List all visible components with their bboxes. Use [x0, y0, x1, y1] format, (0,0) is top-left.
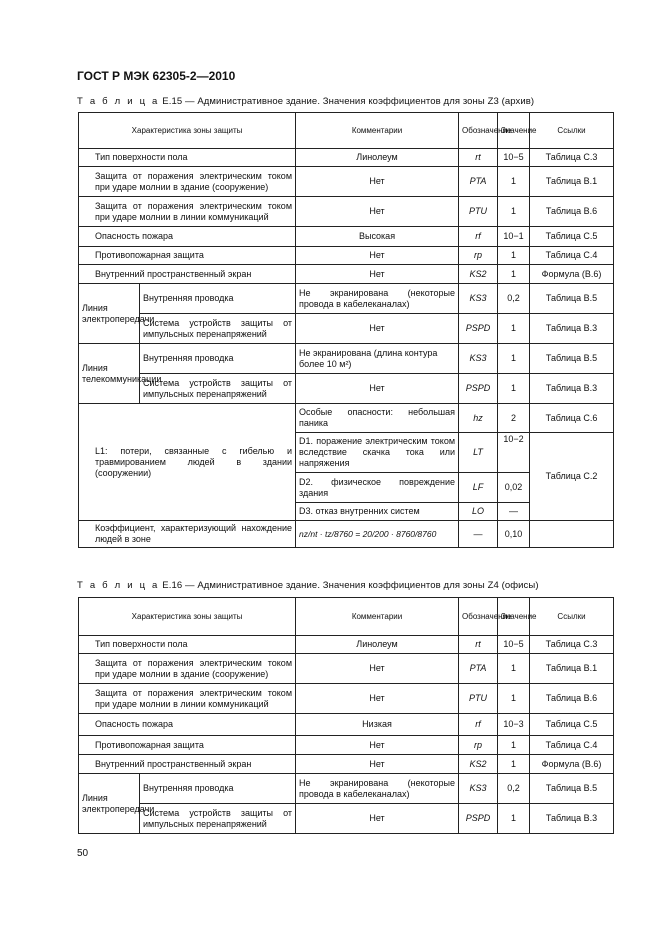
table-caption: Т а б л и ц а Е.15 — Административное здание. Значения коэффициентов для зоны Z3 (архив) — [77, 96, 535, 107]
col-header-refs: Ссылки — [530, 598, 614, 636]
table-row: Противопожарная защита Нет rp 1 Таблица С.4 — [79, 247, 614, 265]
group-telecom-line: Линия телекоммуникации — [79, 344, 140, 404]
table-caption: Т а б л и ц а Е.16 — Административное здание. Значения коэффициентов для зоны Z4 (офисы) — [77, 580, 539, 591]
group-power-line: Линия электропередачи — [79, 284, 140, 344]
document-header: ГОСТ Р МЭК 62305-2—2010 — [77, 69, 236, 83]
col-header-symbol: Обозначение — [459, 598, 498, 636]
col-header-characteristic: Характеристика зоны защиты — [79, 113, 296, 149]
page-number: 50 — [77, 848, 89, 859]
col-header-comments: Комментарии — [296, 113, 459, 149]
table-row: Защита от поражения электрическим током при ударе молнии в здание (сооружение) Нет PTA 1 Таблица В.1 — [79, 167, 614, 197]
table-row: Противопожарная защита Нет rp 1 Таблица С.4 — [79, 736, 614, 755]
table-row: Система устройств защиты от импульсных перенапряжений Нет PSPD 1 Таблица В.3 — [79, 374, 614, 404]
col-header-refs: Ссылки — [530, 113, 614, 149]
table-row: Линия электропередачи Внутренняя проводка Не экранирована (некоторые провода в кабелеканалах) KS3 0,2 Таблица В.5 — [79, 284, 614, 314]
table-row: L1: потери, связанные с гибелью и травмированием людей в здании (сооружении) Особые опасности: небольшая паника hz 2 Таблица С.6 — [79, 404, 614, 433]
col-header-characteristic: Характеристика зоны защиты — [79, 598, 296, 636]
table-row: Коэффициент, характеризующий нахождение людей в зоне nz/nt · tz/8760 = 20/200 · 8760/8760 — 0,10 — [79, 521, 614, 548]
group-power-line: Линия электропередачи — [79, 774, 140, 834]
table-row: Внутренний пространственный экран Нет KS2 1 Формула (В.6) — [79, 755, 614, 774]
table-row: Система устройств защиты от импульсных перенапряжений Нет PSPD 1 Таблица В.3 — [79, 804, 614, 834]
col-header-symbol: Обозначение — [459, 113, 498, 149]
table-row: D1. поражение электрическим током вследствие скачка тока или напряжения LT 10−2 Таблица С.2 — [79, 433, 614, 473]
table-row: Тип поверхности пола Линолеум rt 10−5 Таблица С.3 — [79, 636, 614, 654]
table-row: Внутренний пространственный экран Нет KS2 1 Формула (В.6) — [79, 265, 614, 284]
col-header-comments: Комментарии — [296, 598, 459, 636]
table-row: D3. отказ внутренних систем LO — — [79, 503, 614, 521]
col-header-value: Значение — [498, 598, 530, 636]
col-header-value: Значение — [498, 113, 530, 149]
table-row: Защита от поражения электрическим током при ударе молнии в линии коммуникаций Нет PTU 1 Таблица В.6 — [79, 197, 614, 227]
table-row: Тип поверхности пола Линолеум rt 10−5 Таблица С.3 — [79, 149, 614, 167]
table-row: Система устройств защиты от импульсных перенапряжений Нет PSPD 1 Таблица В.3 — [79, 314, 614, 344]
table-row: Опасность пожара Высокая rf 10−1 Таблица С.5 — [79, 227, 614, 247]
table-row: Линия телекоммуникации Внутренняя проводка Не экранирована (длина контура более 10 м²) KS3 1 Таблица В.5 — [79, 344, 614, 374]
table-e15 — [78, 112, 614, 548]
table-row: Защита от поражения электрическим током при ударе молнии в здание (сооружение) Нет PTA 1 Таблица В.1 — [79, 654, 614, 684]
table-e16 — [78, 597, 614, 834]
table-row: Защита от поражения электрическим током при ударе молнии в линии коммуникаций Нет PTU 1 Таблица В.6 — [79, 684, 614, 714]
table-row: Линия электропередачи Внутренняя проводка Не экранирована (некоторые провода в кабелеканалах) KS3 0,2 Таблица В.5 — [79, 774, 614, 804]
l1-label: L1: потери, связанные с гибелью и травмированием людей в здании (сооружении) — [79, 404, 296, 521]
table-row: Опасность пожара Низкая rf 10−3 Таблица С.5 — [79, 714, 614, 736]
table-row: D2. физическое повреждение здания LF 0,02 — [79, 473, 614, 503]
